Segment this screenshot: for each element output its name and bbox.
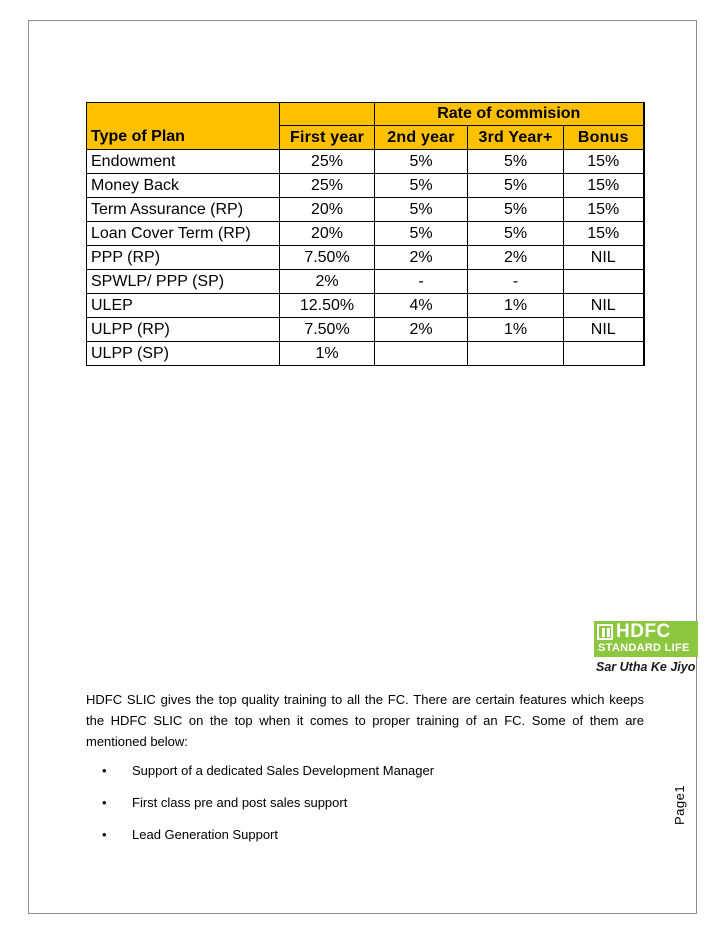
first-year-cell: 2% [280, 270, 375, 294]
second-year-cell: 2% [375, 318, 468, 342]
third-year-cell: 1% [468, 294, 564, 318]
second-year-cell: 5% [375, 198, 468, 222]
header-blank-cell [280, 103, 375, 126]
table-row [87, 294, 644, 318]
logo-brand: HDFC [616, 621, 671, 642]
bullet-icon: • [102, 763, 107, 778]
plan-cell: ULEP [87, 294, 280, 318]
commission-table [86, 102, 645, 366]
bullet-icon: • [102, 795, 107, 810]
bonus-cell: 15% [564, 174, 644, 198]
plan-cell: PPP (RP) [87, 246, 280, 270]
table-row [87, 246, 644, 270]
table-row [87, 198, 644, 222]
first-year-cell: 1% [280, 342, 375, 366]
bullet-icon: • [102, 827, 107, 842]
column-header-bonus: Bonus [564, 126, 644, 150]
second-year-cell: - [375, 270, 468, 294]
bonus-cell [564, 270, 644, 294]
first-year-cell: 20% [280, 198, 375, 222]
bonus-cell: NIL [564, 246, 644, 270]
logo-tagline: Sar Utha Ke Jiyo [596, 660, 696, 674]
training-paragraph: HDFC SLIC gives the top quality training to all the FC. There are certain features which keeps the HDFC SLIC on the top when it comes to proper training of an FC. Some of them are mentioned below: [86, 692, 644, 749]
plan-cell: Loan Cover Term (RP) [87, 222, 280, 246]
second-year-cell: 2% [375, 246, 468, 270]
table-row [87, 270, 644, 294]
list-item-text: Lead Generation Support [132, 827, 278, 842]
first-year-cell: 12.50% [280, 294, 375, 318]
third-year-cell: 5% [468, 222, 564, 246]
plan-cell: ULPP (SP) [87, 342, 280, 366]
third-year-cell: 1% [468, 318, 564, 342]
features-list [86, 758, 626, 854]
table-column-header-row [87, 126, 644, 150]
column-header-second-year: 2nd year [375, 126, 468, 150]
second-year-cell: 5% [375, 150, 468, 174]
plan-cell: SPWLP/ PPP (SP) [87, 270, 280, 294]
second-year-cell: 4% [375, 294, 468, 318]
list-item [86, 790, 626, 822]
list-item [86, 822, 626, 854]
bonus-cell: NIL [564, 318, 644, 342]
table-group-header-row [87, 103, 644, 126]
second-year-cell [375, 342, 468, 366]
logo-badge [594, 621, 698, 657]
rate-group-header: Rate of commision [375, 103, 644, 126]
plan-cell: ULPP (RP) [87, 318, 280, 342]
hdfc-standard-life-logo [594, 621, 700, 677]
bonus-cell: 15% [564, 150, 644, 174]
header-blank-cell [87, 103, 280, 126]
third-year-cell: - [468, 270, 564, 294]
table-row [87, 342, 644, 366]
column-header-third-year: 3rd Year+ [468, 126, 564, 150]
logo-subbrand: STANDARD LIFE [598, 642, 690, 654]
third-year-cell [468, 342, 564, 366]
column-header-plan: Type of Plan [87, 126, 280, 150]
bonus-cell: 15% [564, 198, 644, 222]
plan-cell: Endowment [87, 150, 280, 174]
first-year-cell: 25% [280, 174, 375, 198]
plan-cell: Term Assurance (RP) [87, 198, 280, 222]
first-year-cell: 7.50% [280, 318, 375, 342]
column-header-first-year: First year [280, 126, 375, 150]
second-year-cell: 5% [375, 222, 468, 246]
third-year-cell: 5% [468, 174, 564, 198]
bonus-cell: NIL [564, 294, 644, 318]
table-row [87, 318, 644, 342]
list-item-text: Support of a dedicated Sales Development Manager [132, 763, 435, 778]
third-year-cell: 5% [468, 150, 564, 174]
table-row [87, 174, 644, 198]
first-year-cell: 7.50% [280, 246, 375, 270]
list-item [86, 758, 626, 790]
list-item-text: First class pre and post sales support [132, 795, 348, 810]
bonus-cell: 15% [564, 222, 644, 246]
table-row [87, 222, 644, 246]
second-year-cell: 5% [375, 174, 468, 198]
bonus-cell [564, 342, 644, 366]
third-year-cell: 5% [468, 198, 564, 222]
first-year-cell: 20% [280, 222, 375, 246]
logo-mark-icon [597, 624, 613, 640]
plan-cell: Money Back [87, 174, 280, 198]
table-row [87, 150, 644, 174]
page-number: Page1 [672, 784, 687, 825]
first-year-cell: 25% [280, 150, 375, 174]
third-year-cell: 2% [468, 246, 564, 270]
